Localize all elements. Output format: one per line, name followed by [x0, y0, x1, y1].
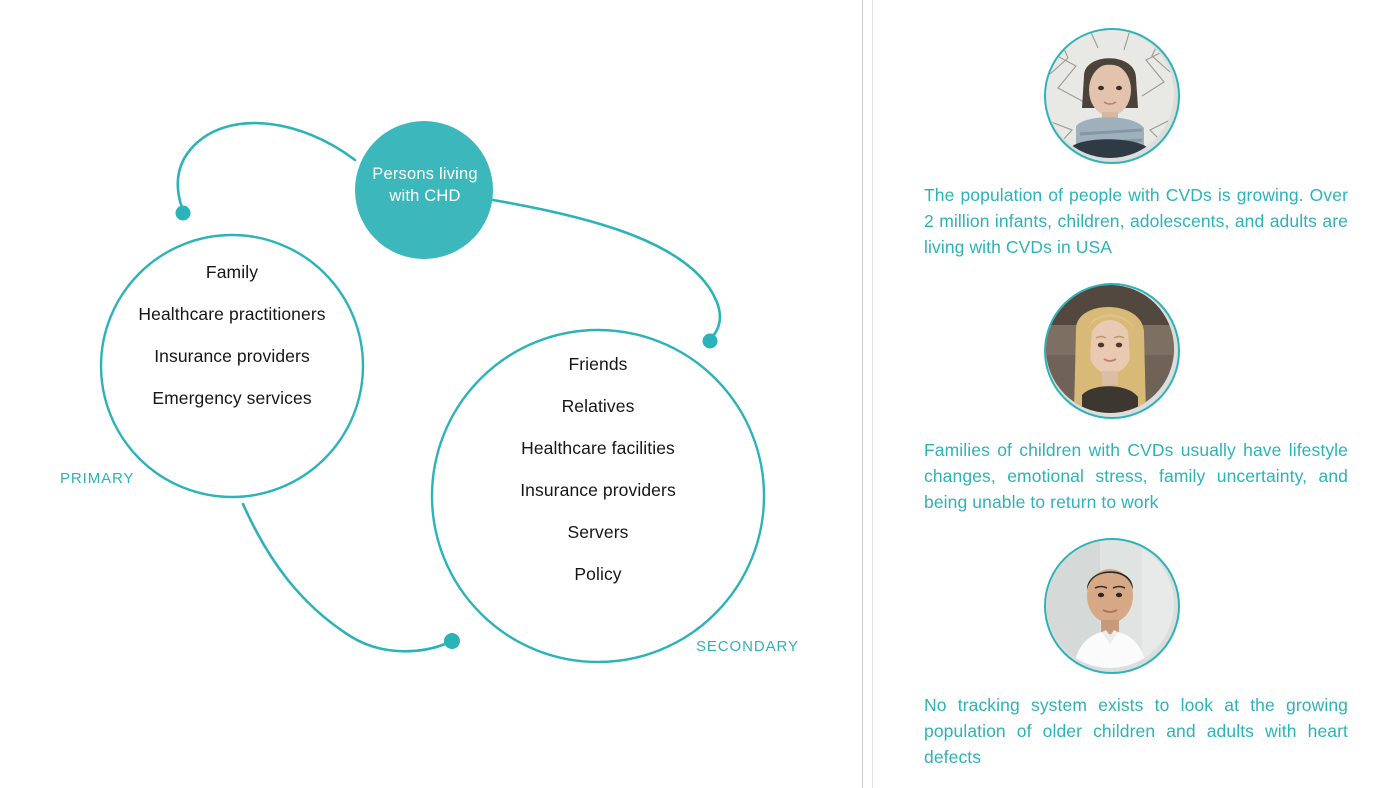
connector-primary-to-secondary-endpoint: [444, 633, 460, 649]
list-item: Emergency services: [152, 388, 312, 408]
insight-card: [880, 28, 1350, 260]
list-item: Healthcare practitioners: [138, 304, 326, 324]
list-item: Family: [205, 262, 259, 282]
panel-divider: [862, 0, 863, 788]
man-in-white-shirt-photo: [1044, 538, 1180, 674]
list-item: Servers: [567, 522, 629, 542]
connector-secondary-endpoint: [703, 334, 718, 349]
central-node-label: Persons living with CHD: [372, 165, 478, 205]
secondary-group-caption: SECONDARY: [696, 638, 799, 655]
connector-secondary: [493, 200, 720, 336]
primary-stakeholder-list: [102, 262, 362, 430]
insight-text: Families of children with CVDs usually have lifestyle changes, emotional stress, family uncertainty, and being unable to return to work: [924, 440, 1348, 512]
list-item: Relatives: [561, 396, 635, 416]
secondary-stakeholder-list: [468, 354, 728, 606]
avatar-wrapper: [902, 283, 1322, 419]
insights-panel: [880, 0, 1400, 788]
list-item: Insurance providers: [520, 480, 676, 500]
avatar-wrapper: [902, 538, 1322, 674]
connector-primary-endpoint: [176, 206, 191, 221]
list-item: Healthcare facilities: [521, 438, 675, 458]
connector-primary: [178, 123, 355, 208]
blonde-woman-photo: [1044, 283, 1180, 419]
panel-divider-secondary: [872, 0, 873, 788]
primary-group-caption: PRIMARY: [60, 470, 135, 487]
list-item: Insurance providers: [154, 346, 310, 366]
list-item: Policy: [574, 564, 622, 584]
young-woman-in-scarf-photo: [1044, 28, 1180, 164]
insight-text: The population of people with CVDs is growing. Over 2 million infants, children, adolescents, and adults are living with CVDs in USA: [924, 185, 1348, 257]
insight-text: No tracking system exists to look at the growing population of older children and adults with heart defects: [924, 695, 1348, 767]
list-item: Friends: [568, 354, 628, 374]
avatar-wrapper: [902, 28, 1322, 164]
insight-card: [880, 538, 1350, 770]
insight-card: [880, 283, 1350, 515]
connector-primary-to-secondary: [243, 504, 445, 651]
